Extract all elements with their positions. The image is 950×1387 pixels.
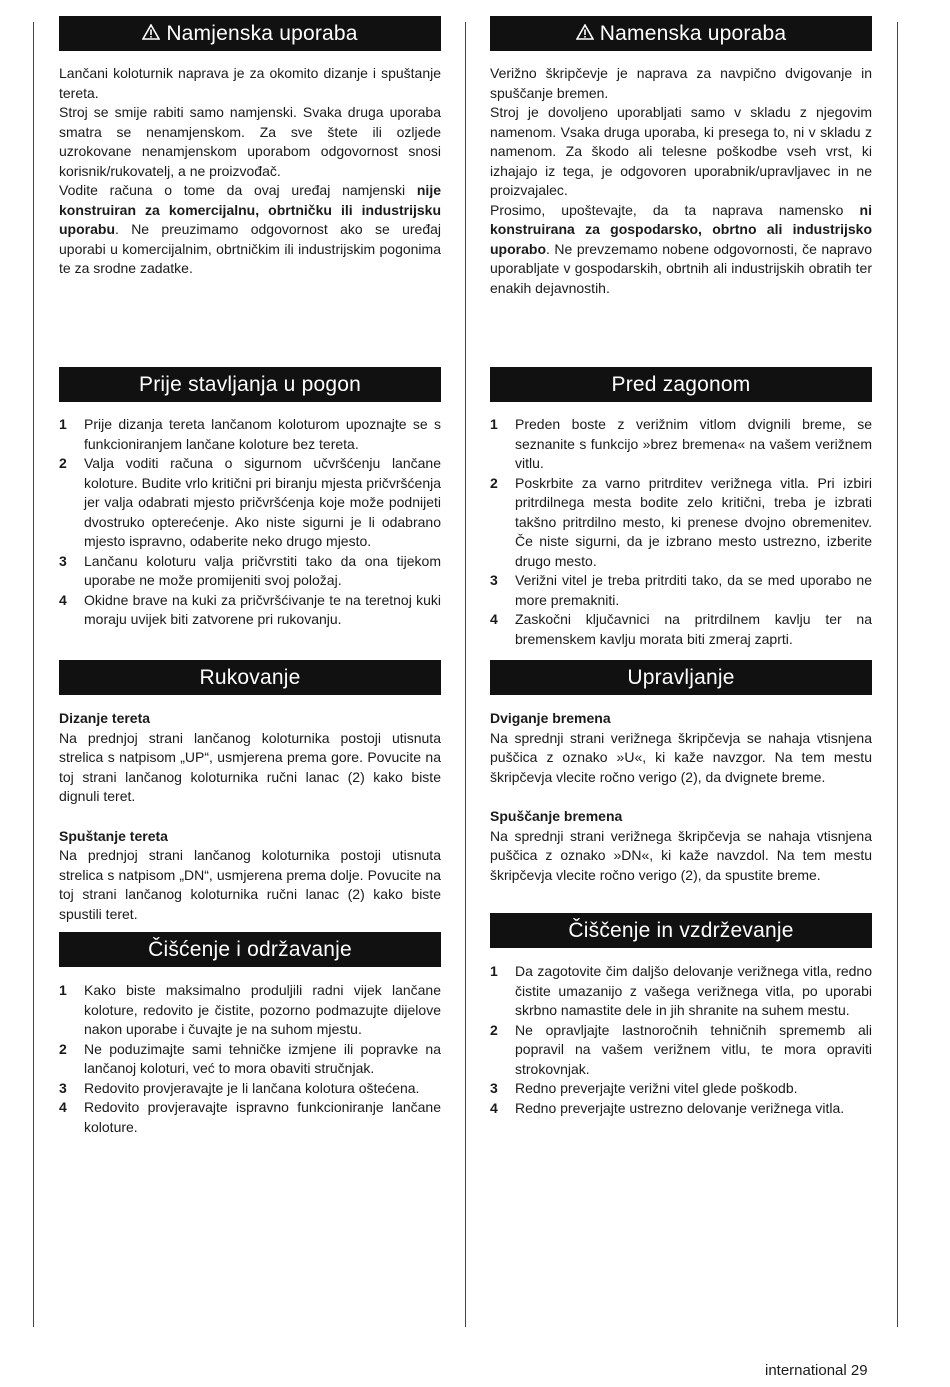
steps-list bbox=[490, 415, 872, 649]
item-text: Ne opravljajte lastnoročnih tehničnih sprememb ali popravil na vašem verižnem vitlu, te mora opraviti strokovnjak. bbox=[515, 1021, 872, 1077]
paragraph: Verižno škripčevje je naprava za navpično dvigovanje in spuščanje bremen. bbox=[490, 65, 872, 101]
paragraph: Stroj se smije rabiti samo namjenski. Svaka druga uporaba smatra se nenamjenskom. Za sve štete ili ozljede uzrokovane nenamjenskom uporabom odgovornost snosi korisnik/rukovatelj, a ne proizvođač. bbox=[59, 104, 441, 179]
subheading: Spuščanje bremena bbox=[490, 808, 623, 824]
item-number: 1 bbox=[59, 416, 67, 432]
section-header bbox=[59, 932, 441, 967]
section-title: Čišćenje i održavanje bbox=[148, 938, 352, 961]
list-item bbox=[59, 1040, 441, 1079]
item-number: 3 bbox=[490, 1080, 498, 1096]
item-number: 1 bbox=[490, 963, 498, 979]
right-margin-rule bbox=[897, 22, 898, 1327]
item-text: Preden boste z verižnim vitlom dvignili breme, se seznanite s funkcijo »brez bremena« na vašem verižnem vitlu. bbox=[515, 416, 872, 471]
list-item bbox=[490, 474, 872, 572]
item-text: Ne poduzimajte sami tehničke izmjene ili popravke na lančanoj koloturi, već to mora obaviti stručnjak. bbox=[84, 1040, 441, 1076]
item-number: 3 bbox=[59, 1079, 67, 1096]
item-text: Valja voditi računa o sigurnom učvršćenju lančane koloture. Budite vrlo kritični pri biranju mjesta pričvršćenja jer valja odabrati mjesto pričvršćenja koje može podnijeti dvostruko opterećenje. Ako niste sigurni je li odabrano mjesto ispravno, odaberite neko drugo mjesto. bbox=[84, 455, 441, 549]
list-item bbox=[490, 610, 872, 649]
section-header bbox=[59, 16, 441, 51]
paragraph: Na sprednji strani verižnega škripčevja se nahaja vtisnjena puščica z oznako »U«, ki kaže navzgor. Na tem mestu škripčevja vlecite ročno verigo (2), da dvignete breme. bbox=[490, 729, 872, 785]
center-rule bbox=[465, 22, 466, 1327]
list-item bbox=[59, 454, 441, 552]
left-column-cleaning bbox=[59, 932, 441, 1137]
paragraph bbox=[59, 181, 441, 279]
list-item bbox=[490, 962, 872, 1021]
paragraph: Na prednjoj strani lančanog koloturnika postoji utisnuta strelica s natpisom „DN“, usmjerena prema dolje. Povucite na toj strani lančanog koloturnika ručni lanac (2) kako biste spustili teret. bbox=[59, 847, 441, 922]
right-column-intended-use bbox=[490, 16, 872, 298]
list-item bbox=[490, 415, 872, 474]
item-number: 4 bbox=[490, 1099, 498, 1116]
left-margin-rule bbox=[33, 22, 34, 1327]
section-title: Rukovanje bbox=[199, 666, 301, 689]
item-text: Okidne brave na kuki za pričvršćivanje te na teretnoj kuki moraju uvijek biti zatvorene pri rukovanju. bbox=[84, 591, 441, 627]
bold-text: ni konstruirana za gospodarsko, obrtno ali industrijsko uporabo bbox=[490, 201, 872, 257]
list-item bbox=[490, 1099, 872, 1119]
item-text: Poskrbite za varno pritrditev verižnega vitla. Pri izbiri pritrdilnega mesta bodite zelo kritični, treba je izbrati takšno pritrdilno mesto, ki prenese dvojno obremenitev. Če niste sigurni, da je izbrano mesto ustrezno, izberite drugo mesto. bbox=[515, 474, 872, 569]
list-item bbox=[490, 1079, 872, 1099]
right-column-operation bbox=[490, 660, 872, 885]
list-item bbox=[59, 415, 441, 454]
list-item bbox=[59, 591, 441, 630]
steps-list bbox=[59, 415, 441, 630]
subheading: Spuštanje tereta bbox=[59, 827, 168, 844]
section-title: Namenska uporaba bbox=[599, 22, 787, 45]
subheading: Dviganje bremena bbox=[490, 710, 611, 726]
paragraph bbox=[490, 201, 872, 299]
list-item bbox=[490, 1021, 872, 1080]
steps-list bbox=[59, 981, 441, 1137]
section-title: Pred zagonom bbox=[611, 373, 751, 396]
item-text: Da zagotovite čim daljšo delovanje verižnega vitla, redno čistite umazanijo z vašega verižnega vitla, po uporabi skrbno namastite dele in jih shranite na suhem mestu. bbox=[515, 963, 872, 1018]
text-run: . Ne prevzemamo nobene odgovornosti, če napravo uporabljate v gospodarskih, obrtnih ali industrijskih obratih ter enakih dejavnostih. bbox=[490, 240, 872, 296]
section-header bbox=[59, 660, 441, 695]
item-text: Redovito provjeravajte ispravno funkcioniranje lančane koloture. bbox=[84, 1099, 441, 1135]
section-title: Prije stavljanja u pogon bbox=[139, 373, 361, 396]
section-header bbox=[490, 913, 872, 948]
section-header bbox=[490, 660, 872, 695]
item-number: 1 bbox=[59, 982, 67, 998]
section-header bbox=[490, 16, 872, 51]
item-number: 4 bbox=[59, 1099, 67, 1115]
right-column-cleaning bbox=[490, 913, 872, 1118]
list-item bbox=[59, 981, 441, 1040]
item-text: Kako biste maksimalno produljili radni vijek lančane koloture, redovito je čistite, pozorno podmazujte dijelove nakon uporabe i čuvajte je na suhom mjestu. bbox=[84, 982, 441, 1037]
list-item bbox=[490, 571, 872, 610]
item-text: Redno preverjajte verižni vitel glede poškodb. bbox=[515, 1080, 798, 1096]
left-column-intended-use bbox=[59, 16, 441, 279]
item-number: 3 bbox=[490, 572, 498, 588]
item-number: 2 bbox=[490, 474, 498, 491]
item-number: 1 bbox=[490, 416, 498, 432]
item-text: Prije dizanja tereta lančanom koloturom upoznajte se s funkcioniranjem lančane koloture bez tereta. bbox=[84, 416, 441, 452]
item-number: 2 bbox=[59, 1040, 67, 1057]
section-title: Čiščenje in vzdrževanje bbox=[568, 919, 794, 942]
list-item bbox=[59, 1098, 441, 1137]
text-run: Vodite računa o tome da ovaj uređaj namjenski bbox=[59, 182, 417, 198]
item-text: Redno preverjajte ustrezno delovanje verižnega vitla. bbox=[515, 1099, 845, 1116]
page-footer: international 29 bbox=[765, 1362, 868, 1379]
list-item bbox=[59, 1079, 441, 1099]
warning-icon bbox=[576, 24, 594, 40]
warning-icon bbox=[142, 24, 160, 40]
left-column-operation bbox=[59, 660, 441, 924]
item-number: 2 bbox=[490, 1021, 498, 1038]
right-column-before-start bbox=[490, 367, 872, 649]
paragraph: Na prednjoj strani lančanog koloturnika postoji utisnuta strelica s natpisom „UP“, usmjerena prema gore. Povucite na toj strani lančanog koloturnika ručni lanac (2) kako biste dignuli teret. bbox=[59, 729, 441, 804]
text-run: Prosimo, upoštevajte, da ta naprava namensko bbox=[490, 201, 860, 218]
item-text: Verižni vitel je treba pritrditi tako, da se med uporabo ne more premakniti. bbox=[515, 572, 872, 608]
item-text: Redovito provjeravajte je li lančana kolotura oštećena. bbox=[84, 1079, 420, 1096]
bold-text: nije konstruiran za komercijalnu, obrtničku ili industrijsku uporabu bbox=[59, 182, 441, 237]
item-number: 4 bbox=[490, 611, 498, 627]
item-number: 4 bbox=[59, 591, 67, 608]
paragraph: Stroj je dovoljeno uporabljati samo v skladu z njegovim namenom. Vsaka druga uporaba, ki presega to, ni v skladu z namenom. Za škodo ali telesne poškodbe vseh vrst, ki izhajajo iz tega, je odgovoren uporabnik/upravljavec in ne proizvajalec. bbox=[490, 104, 872, 198]
steps-list bbox=[490, 962, 872, 1118]
subheading: Dizanje tereta bbox=[59, 710, 151, 726]
section-title: Upravljanje bbox=[627, 666, 735, 689]
section-header bbox=[59, 367, 441, 402]
paragraph: Lančani koloturnik naprava je za okomito dizanje i spuštanje tereta. bbox=[59, 65, 441, 101]
left-column-before-start bbox=[59, 367, 441, 630]
section-header bbox=[490, 367, 872, 402]
section-title: Namjenska uporaba bbox=[166, 22, 358, 45]
item-text: Lančanu koloturu valja pričvrstiti tako da ona tijekom uporabe ne može promijeniti svoj položaj. bbox=[84, 552, 441, 588]
list-item bbox=[59, 552, 441, 591]
item-number: 3 bbox=[59, 552, 67, 569]
text-run: . Ne preuzimamo odgovornost ako se uređaj uporabi u komercijalnim, obrtničkim ili industrijskim pogonima te za srodne zadatke. bbox=[59, 221, 441, 276]
paragraph: Na sprednji strani verižnega škripčevja se nahaja vtisnjena puščica z oznako »DN«, ki kaže navzdol. Na tem mestu škripčevja vlecite ročno verigo (2), da spustite breme. bbox=[490, 827, 872, 883]
item-number: 2 bbox=[59, 455, 67, 471]
item-text: Zaskočni ključavnici na pritrdilnem kavlju ter na bremenskem kavlju morata biti zmeraj zaprti. bbox=[515, 611, 872, 647]
